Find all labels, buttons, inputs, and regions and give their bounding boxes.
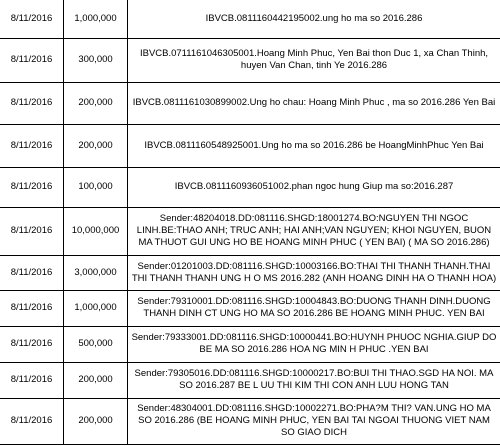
table-row bbox=[0, 207, 500, 255]
table-row bbox=[0, 255, 500, 290]
amount-cell: 200,000 bbox=[64, 82, 128, 124]
table-row bbox=[0, 326, 500, 362]
amount-cell: 500,000 bbox=[64, 326, 128, 362]
description-cell: Sender:79310001.DD:081116.SHGD:10004843.BO:DUONG THANH DINH.DUONG THANH DINH CT UNG HO MA SO 2016.286 BE HOANG MINH PHUC. YEN BAI bbox=[128, 290, 500, 326]
date-cell: 8/11/2016 bbox=[0, 290, 64, 326]
description-cell: IBVCB.0811160936051002.phan ngoc hung Giup ma so:2016.287 bbox=[128, 167, 500, 207]
table-row bbox=[0, 124, 500, 167]
amount-cell: 200,000 bbox=[64, 362, 128, 398]
description-cell: Sender:79333001.DD:081116.SHGD:10000441.BO:HUYNH PHUOC NGHIA.GIUP DO BE MA SO 2016.286 HOA NG MIN H PHUC .YEN BAI bbox=[128, 326, 500, 362]
date-cell: 8/11/2016 bbox=[0, 0, 64, 38]
table-row bbox=[0, 290, 500, 326]
amount-cell: 1,000,000 bbox=[64, 0, 128, 38]
date-cell: 8/11/2016 bbox=[0, 124, 64, 167]
amount-cell: 200,000 bbox=[64, 124, 128, 167]
date-cell: 8/11/2016 bbox=[0, 82, 64, 124]
amount-cell: 10,000,000 bbox=[64, 207, 128, 255]
description-cell: IBVCB.0811160548925001.Ung ho ma so 2016.286 be HoangMinhPhuc Yen Bai bbox=[128, 124, 500, 167]
table-row bbox=[0, 38, 500, 82]
date-cell: 8/11/2016 bbox=[0, 38, 64, 82]
description-cell: IBVCB.0711161046305001.Hoang Minh Phuc, Yen Bai thon Duc 1, xa Chan Thinh, huyen Van Chan, tinh Ye 2016.286 bbox=[128, 38, 500, 82]
date-cell: 8/11/2016 bbox=[0, 398, 64, 444]
description-cell: IBVCB.0811160442195002.ung ho ma so 2016.286 bbox=[128, 0, 500, 38]
amount-cell: 100,000 bbox=[64, 167, 128, 207]
table-row bbox=[0, 167, 500, 207]
description-cell: IBVCB.0811161030899002.Ung ho chau: Hoang Minh Phuc , ma so 2016.286 Yen Bai bbox=[128, 82, 500, 124]
date-cell: 8/11/2016 bbox=[0, 326, 64, 362]
date-cell: 8/11/2016 bbox=[0, 255, 64, 290]
date-cell: 8/11/2016 bbox=[0, 167, 64, 207]
description-cell: Sender:01201003.DD:081116.SHGD:10003166.BO:THAI THI THANH THANH.THAI THI THANH THANH UNG H O MS 2016.282 (ANH HOANG DINH HA O THANH HOA) bbox=[128, 255, 500, 290]
table-row bbox=[0, 398, 500, 444]
description-cell: Sender:79305016.DD:081116.SHGD:10000217.BO:BUI THI THAO.SGD HA NOI. MA SO 2016.287 BE L UU THI KIM THI CON ANH LUU HONG TAN bbox=[128, 362, 500, 398]
description-cell: Sender:48304001.DD:081116.SHGD:10002271.BO:PHA?M THI? VAN.UNG HO MA SO 2016.286 (BE HOANG MINH PHUC, YEN BAI TAI NGOAI THUONG VIET NAM SO GIAO DICH bbox=[128, 398, 500, 444]
amount-cell: 300,000 bbox=[64, 38, 128, 82]
table-row bbox=[0, 82, 500, 124]
date-cell: 8/11/2016 bbox=[0, 362, 64, 398]
description-cell: Sender:48204018.DD:081116.SHGD:18001274.BO:NGUYEN THI NGOC LINH.BE:THAO ANH; TRUC ANH; HAI ANH;VAN NGUYEN; KHOI NGUYEN, BUON MA THUOT GUI UNG HO BE HOANG MINH PHUC ( YEN BAI) ( MA SO 2016.286) bbox=[128, 207, 500, 255]
table-row bbox=[0, 362, 500, 398]
amount-cell: 200,000 bbox=[64, 398, 128, 444]
table-row bbox=[0, 0, 500, 38]
amount-cell: 3,000,000 bbox=[64, 255, 128, 290]
amount-cell: 1,000,000 bbox=[64, 290, 128, 326]
date-cell: 8/11/2016 bbox=[0, 207, 64, 255]
